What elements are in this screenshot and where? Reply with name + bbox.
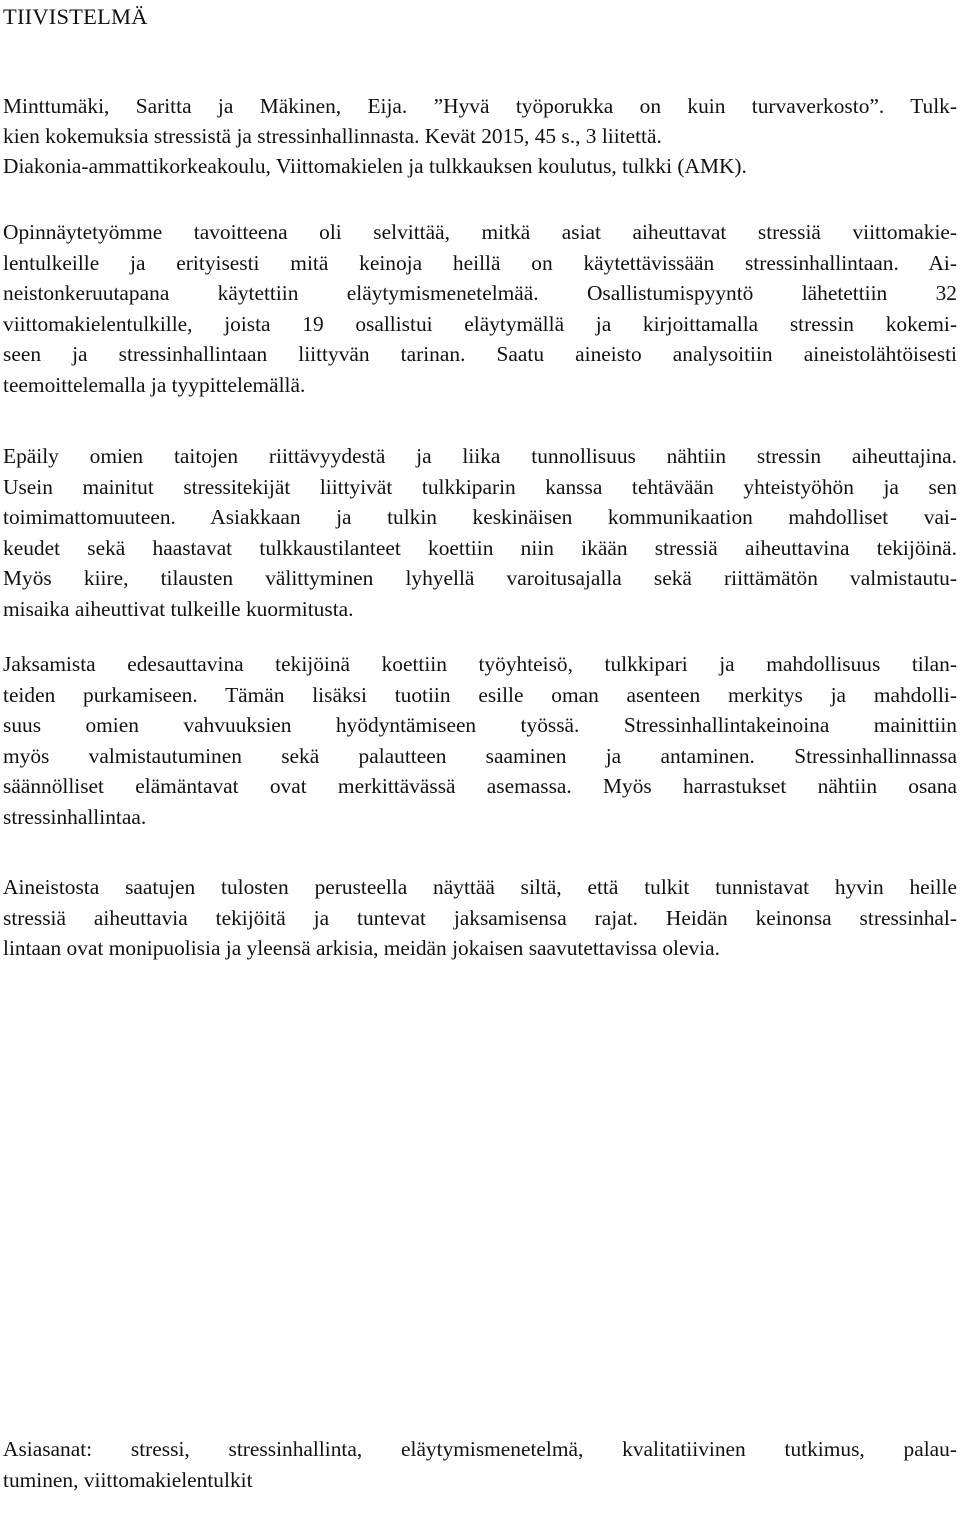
paragraph-line: teiden purkamiseen. Tämän lisäksi tuotiin esille oman asenteen merkitys ja mahdolli- xyxy=(3,682,957,707)
keywords-line: Asiasanat: stressi, stressinhallinta, eläytymismenetelmä, kvalitatiivinen tutkimus, palau- xyxy=(3,1437,957,1461)
paragraph-line: keudet sekä haastavat tulkkaustilanteet koettiin niin ikään stressiä aiheuttavina tekijöinä. xyxy=(3,535,957,560)
paragraph-line: stressinhallintaa. xyxy=(3,804,147,829)
paragraph-line: lintaan ovat monipuolisia ja yleensä arkisia, meidän jokaisen saavutettavissa olevia. xyxy=(3,936,720,960)
abstract-paragraph-coping xyxy=(3,649,957,832)
citation-line: kien kokemuksia stressistä ja stressinhallinnasta. Kevät 2015, 45 s., 3 liitettä. xyxy=(3,124,662,148)
document-page xyxy=(3,0,958,1522)
keywords xyxy=(3,1434,957,1495)
paragraph-line: viittomakielentulkille, joista 19 osallistui eläytymällä ja kirjoittamalla stressin kokemi- xyxy=(3,311,957,336)
paragraph-line: teemoittelemalla ja tyypittelemällä. xyxy=(3,372,306,397)
paragraph-line: Usein mainitut stressitekijät liittyivät tulkkiparin kanssa tehtävään yhteistyöhön ja sen xyxy=(3,474,957,499)
paragraph-line: Jaksamista edesauttavina tekijöinä koettiin työyhteisö, tulkkipari ja mahdollisuus tilan- xyxy=(3,652,957,676)
paragraph-line: lentulkeille ja erityisesti mitä keinoja heillä on käytettävissään stressinhallintaan. Ai- xyxy=(3,250,957,275)
paragraph-line: Opinnäytetyömme tavoitteena oli selvittää, mitkä asiat aiheuttavat stressiä viittomakie- xyxy=(3,220,957,244)
paragraph-line: säännölliset elämäntavat ovat merkittävässä asemassa. Myös harrastukset nähtiin osana xyxy=(3,774,957,798)
citation-line: Diakonia-ammattikorkeakoulu, Viittomakielen ja tulkkauksen koulutus, tulkki (AMK). xyxy=(3,154,747,178)
paragraph-line: suus omien vahvuuksien hyödyntämiseen työssä. Stressinhallintakeinoina mainittiin xyxy=(3,713,957,737)
keywords-line: tuminen, viittomakielentulkit xyxy=(3,1467,253,1492)
page-title: TIIVISTELMÄ xyxy=(3,4,148,29)
paragraph-line: toimimattomuuteen. Asiakkaan ja tulkin keskinäisen kommunikaation mahdolliset vai- xyxy=(3,505,957,529)
abstract-paragraph-stressors xyxy=(3,441,957,624)
paragraph-line: myös valmistautuminen sekä palautteen saaminen ja antaminen. Stressinhallinnassa xyxy=(3,743,957,768)
paragraph-line: stressiä aiheuttavia tekijöitä ja tuntevat jaksamisensa rajat. Heidän keinonsa stressinhal- xyxy=(3,905,957,930)
paragraph-line: Epäily omien taitojen riittävyydestä ja liika tunnollisuus nähtiin stressin aiheuttajina. xyxy=(3,444,957,468)
paragraph-line: Aineistosta saatujen tulosten perusteella näyttää siltä, että tulkit tunnistavat hyvin heille xyxy=(3,875,957,899)
abstract-paragraph-aim xyxy=(3,217,957,400)
paragraph-line: seen ja stressinhallintaan liittyvän tarinan. Saatu aineisto analysoitiin aineistolähtöisesti xyxy=(3,342,957,366)
paragraph-line: Myös kiire, tilausten välittyminen lyhyellä varoitusajalla sekä riittämätön valmistautu- xyxy=(3,566,957,590)
paragraph-line: neistonkeruutapana käytettiin eläytymismenetelmää. Osallistumispyyntö lähetettiin 32 xyxy=(3,281,957,305)
thesis-citation xyxy=(3,91,957,181)
citation-line: Minttumäki, Saritta ja Mäkinen, Eija. ”Hyvä työporukka on kuin turvaverkosto”. Tulk- xyxy=(3,94,957,118)
abstract-paragraph-conclusion xyxy=(3,872,957,964)
paragraph-line: misaika aiheuttivat tulkeille kuormitusta. xyxy=(3,596,354,621)
